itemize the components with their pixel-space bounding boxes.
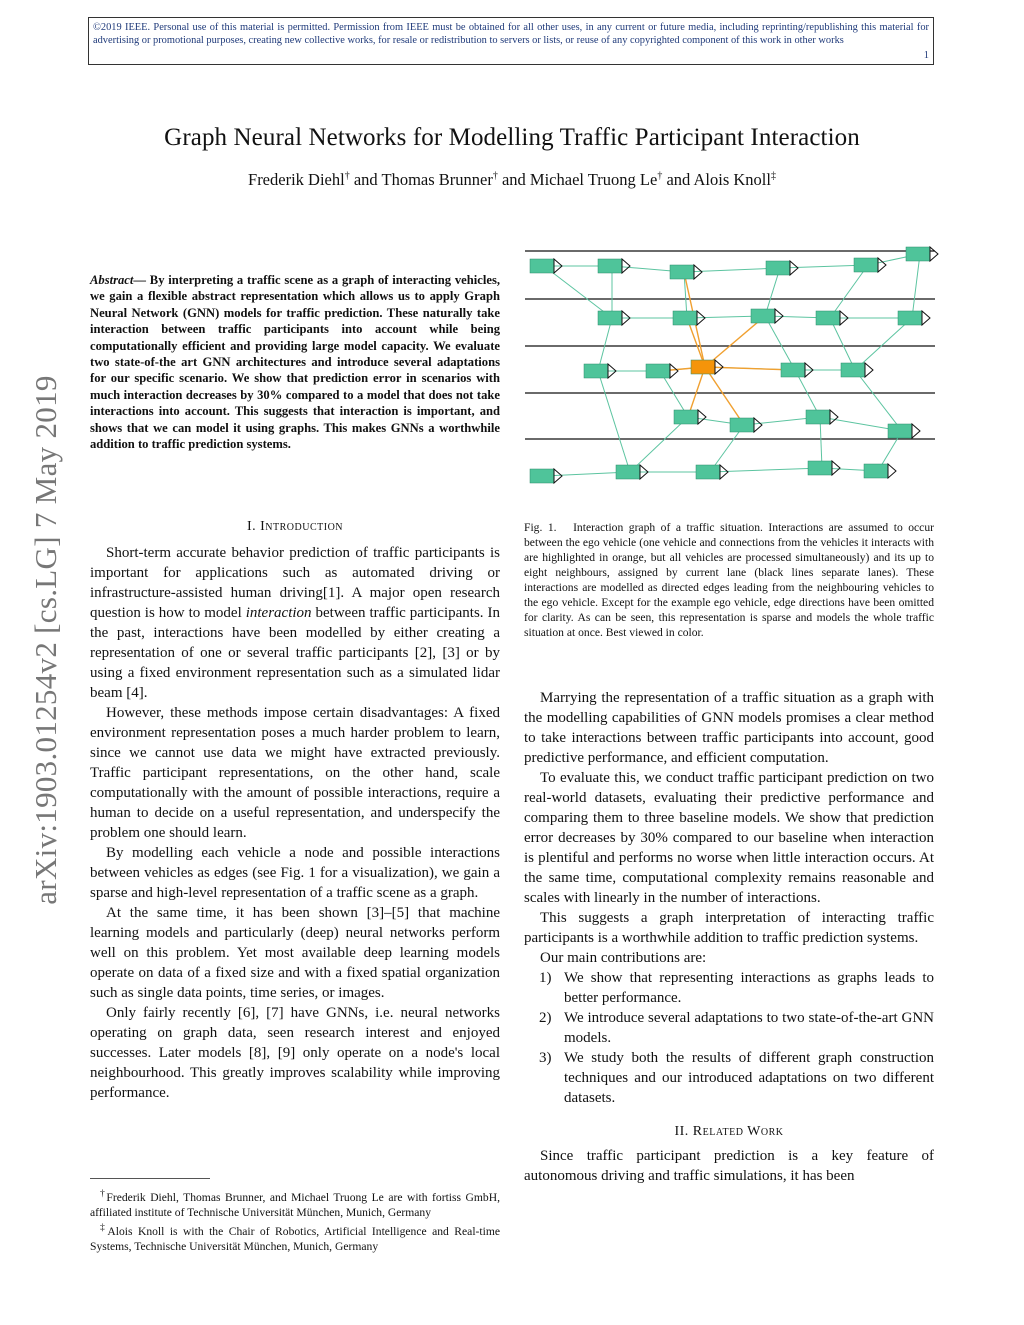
abstract-dash: — [133, 273, 146, 287]
author-sep: and [349, 170, 382, 189]
graph-edge [820, 417, 822, 468]
abstract-text: By interpreting a traffic scene as a graph of interacting vehicles, we gain a flexible abstract representation which allows us to apply Graph Neural Network (GNN) models for traffic prediction. These naturally take interaction between traffic participants into account while being computationally efficient and providing large model capacity. We evaluate two state-of-the art GNN architectures and introduce several adaptations for our specific scenario. We show that prediction error in scenarios with much interaction decreases by 30% compared to a model that does not take interactions into account. This suggests that interaction is important, and shows that we can model it using graphs. This makes GNNs a worthwhile addition to traffic prediction systems. [90, 273, 500, 452]
author-name: Alois Knoll [693, 170, 771, 189]
arxiv-stamp: arXiv:1903.01254v2 [cs.LG] 7 May 2019 [28, 375, 63, 905]
graph-edge [855, 318, 912, 370]
footnotes [90, 1186, 500, 1254]
author-name: Frederik Diehl [248, 170, 345, 189]
body-paragraph: To evaluate this, we conduct traffic participant prediction on two real-world datasets, evaluating their predictive performance and comparing them to three baseline models. We show that prediction error decreases by 30% compared to our baseline when interaction is plentiful and performs no worse when little interaction occurs. At the same time, computational complexity remains reasonable and scales with linearly in the number of interactions. [524, 770, 934, 906]
author-mark: † [492, 170, 498, 182]
vehicle-node [646, 364, 678, 378]
vehicle-node [670, 265, 702, 279]
copyright-text: ©2019 IEEE. Personal use of this material is permitted. Permission from IEEE must be obtained for all other uses, in any current or future media, including reprinting/republishing this material for advertising or promotional purposes, creating new collective works, for resale or redistribution to servers or lists, or reuse of any copyrighted component of this work in other works [93, 22, 929, 47]
caption-text: Interaction graph of a traffic situation. Interactions are assumed to occur between the ego vehicle (one vehicle and connections from the vehicles it interacts with are highlighted in orange, but all vehicles are processed simultaneously) and its up to eight neighbours, assigned by current lane (black lines separate lanes). These interactions are modelled as directed edges leading from the neighbouring vehicles to the ego vehicle. Except for the example ego vehicle, edge directions have been omitted for clarity. As can be seen, this representation is sparse and models the whole traffic situation at once. Best viewed in color. [524, 521, 934, 639]
page-number: 1 [923, 49, 929, 61]
footnote-rule [90, 1178, 210, 1179]
graph-edge [830, 265, 868, 318]
vehicle-node [598, 259, 630, 273]
author-mark: † [657, 170, 663, 182]
graph-edge [912, 254, 920, 318]
intro-paragraph: However, these methods impose certain disadvantages: A fixed environment representation poses a much harder problem to learn, since we cannot use data we might have extracted previously. Traffic participant representations, on the other hand, scale computationally with the amount of possible interactions, require a human to decide on a useful representation, and underspecify the problem one should learn. [90, 705, 500, 841]
vehicle-node [906, 247, 938, 261]
body-paragraph: Our main contributions are: [540, 950, 707, 966]
graph-edge [855, 370, 902, 431]
abstract-label: Abstract [90, 273, 134, 287]
graph-edge [544, 266, 612, 318]
graph-edge [765, 316, 795, 370]
vehicle-node [730, 418, 762, 432]
contribution-item: 1) We show that representing interactions as graphs leads to better performance. [539, 970, 934, 1006]
section-heading-related-work: II. Related Work [674, 1124, 784, 1139]
vehicle-node [530, 469, 562, 483]
vehicle-node [841, 363, 873, 377]
intro-paragraph: Only fairly recently [6], [7] have GNNs, i.e. neural networks operating on graph data, seen research interest and enjoyed successes. Later models [8], [9] only operate on a node's local neighbourhood. This greatly improves scalability while improving performance. [90, 1005, 500, 1101]
ego-edge [705, 367, 744, 425]
paper-title: Graph Neural Networks for Modelling Traffic Participant Interaction [164, 124, 860, 151]
interaction-graph-figure [520, 240, 940, 500]
copyright-notice [88, 17, 934, 65]
contribution-list [524, 968, 934, 1108]
author-mark: ‡ [770, 170, 776, 182]
body-paragraph: This suggests a graph interpretation of interacting traffic participants is a worthwhile addition to traffic prediction systems. [524, 910, 934, 946]
vehicle-node [898, 311, 930, 325]
vehicle-node [674, 410, 706, 424]
author-sep: and [497, 170, 530, 189]
footnote: ‡Alois Knoll is with the Chair of Robotics, Artificial Intelligence and Real-time Systems, Technische Universität München, Munich, Germany [90, 1221, 501, 1253]
author-name: Michael Truong Le [529, 170, 658, 189]
intro-paragraph: At the same time, it has been shown [3]–[5] that machine learning models and particularly (deep) neural networks perform well on this problem. Yet most available deep learning models operate on data of a fixed size and with a fixed spatial organization such as single data points, time series, or images. [90, 905, 500, 1001]
introduction-section [90, 517, 500, 1103]
vehicle-node [888, 424, 920, 438]
body-paragraph: Since traffic participant prediction is a key feature of autonomous driving and traffic simulations, it has been [524, 1148, 934, 1184]
figure-caption [524, 520, 934, 640]
graph-edge [598, 318, 612, 371]
contribution-item: 2) We introduce several adaptations to two state-of-the-art GNN models. [539, 1010, 934, 1046]
ego-edge [688, 367, 705, 417]
ego-edge [705, 316, 765, 367]
author-list [0, 170, 1024, 190]
vehicle-nodes [530, 247, 938, 483]
contribution-item: 3) We study both the results of different graph construction techniques and our introduced adaptations on two different datasets. [539, 1050, 934, 1106]
section-heading-introduction: I. Introduction [246, 519, 344, 534]
vehicle-node [854, 258, 886, 272]
vehicle-node [806, 410, 838, 424]
graph-edge [830, 318, 855, 370]
author-sep: and [662, 170, 694, 189]
caption-label: Fig. 1. [524, 521, 557, 534]
intro-paragraph: By modelling each vehicle a node and possible interactions between vehicles as edges (see Fig. 1 for a visualization), we gain a sparse and high-level representation of a traffic scene as a graph. [90, 845, 500, 901]
body-paragraph: Marrying the representation of a traffic situation as a graph with the modelling capabilities of GNN models promises a clear method to take interactions between traffic participants into account, good predictive performance, and efficient computation. [524, 690, 934, 766]
footnote: †Frederik Diehl, Thomas Brunner, and Michael Truong Le are with fortiss GmbH, affiliated institute of Technische Universität München, Munich, Germany [90, 1188, 500, 1219]
author-name: Thomas Brunner [381, 170, 493, 189]
right-column-body [524, 688, 934, 1186]
graph-edge [630, 417, 688, 472]
vehicle-node [864, 464, 896, 478]
abstract [90, 272, 500, 452]
author-mark: † [344, 170, 350, 182]
graph-edge [598, 371, 630, 472]
vehicle-node [808, 461, 840, 475]
intro-paragraph: Short-term accurate behavior prediction of traffic participants is important for applications such as automated driving or infrastructure-assisted human driving[1]. A major open research question is how to model interaction between traffic participants. In the past, interactions have been modelled by either creating a representation of one or several traffic participants [2], [3] or by using a fixed environment representation such as a simulated lidar beam [4]. [90, 545, 501, 701]
